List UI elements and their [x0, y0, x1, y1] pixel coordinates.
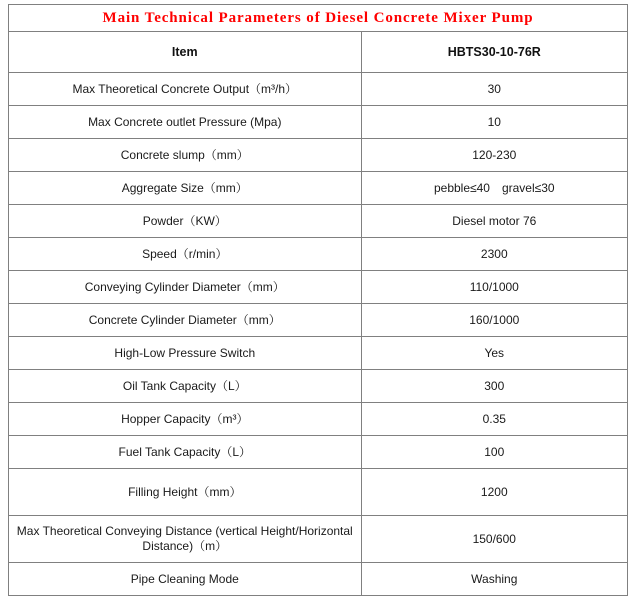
row-item-cell — [9, 304, 362, 337]
row-item-label: Concrete Cylinder Diameter（mm） — [88, 312, 281, 327]
column-header-model — [361, 32, 627, 73]
row-value-cell — [361, 172, 627, 205]
column-header-item — [9, 32, 362, 73]
table-header-row — [9, 32, 628, 73]
row-value-cell — [361, 238, 627, 271]
row-item-label: Oil Tank Capacity（L） — [122, 378, 247, 393]
row-value-label: 110/1000 — [469, 279, 519, 294]
row-item-cell — [9, 139, 362, 172]
row-item-label: Fuel Tank Capacity（L） — [118, 444, 252, 459]
table-row — [9, 370, 628, 403]
row-item-cell — [9, 403, 362, 436]
row-item-label: Max Concrete outlet Pressure (Mpa) — [88, 114, 282, 129]
row-item-cell — [9, 205, 362, 238]
row-item-label: Aggregate Size（mm） — [121, 180, 248, 195]
spec-sheet — [0, 4, 636, 596]
row-item-label: High-Low Pressure Switch — [114, 345, 256, 360]
row-value-label: 150/600 — [472, 531, 516, 546]
table-row — [9, 516, 628, 563]
row-item-cell — [9, 172, 362, 205]
table-row — [9, 73, 628, 106]
table-row — [9, 172, 628, 205]
column-header-model-label: HBTS30-10-76R — [447, 45, 541, 59]
row-item-label: Pipe Cleaning Mode — [130, 571, 239, 586]
page-title: Main Technical Parameters of Diesel Concrete Mixer Pump — [102, 10, 534, 26]
technical-parameters-table — [8, 4, 628, 596]
row-value-cell — [361, 106, 627, 139]
row-value-label: 1200 — [480, 484, 508, 499]
row-value-label: 160/1000 — [469, 312, 520, 327]
row-item-cell — [9, 271, 362, 304]
row-item-label: Max Theoretical Concrete Output（m³/h） — [72, 81, 298, 96]
row-item-label: Concrete slump（mm） — [120, 147, 249, 162]
row-item-cell — [9, 563, 362, 596]
row-value-cell — [361, 73, 627, 106]
table-row — [9, 403, 628, 436]
row-value-label: 100 — [484, 444, 505, 459]
row-item-cell — [9, 106, 362, 139]
row-item-label: Filling Height（mm） — [128, 484, 242, 499]
row-value-label: 0.35 — [482, 411, 506, 426]
row-value-cell — [361, 403, 627, 436]
row-value-cell — [361, 563, 627, 596]
row-value-cell — [361, 139, 627, 172]
table-row — [9, 238, 628, 271]
table-body — [9, 5, 628, 596]
row-value-label: 300 — [484, 378, 505, 393]
row-value-cell — [361, 436, 627, 469]
table-row — [9, 436, 628, 469]
table-row — [9, 106, 628, 139]
row-value-cell — [361, 304, 627, 337]
row-value-label: 30 — [487, 81, 501, 96]
row-item-cell — [9, 238, 362, 271]
row-value-cell — [361, 271, 627, 304]
row-value-label: 10 — [487, 114, 501, 129]
table-row — [9, 337, 628, 370]
row-value-cell — [361, 516, 627, 563]
table-row — [9, 304, 628, 337]
table-row — [9, 139, 628, 172]
row-item-cell — [9, 469, 362, 516]
row-value-label: Washing — [471, 571, 518, 586]
table-row — [9, 271, 628, 304]
row-value-label: 2300 — [480, 246, 508, 261]
row-item-cell — [9, 73, 362, 106]
row-item-cell — [9, 337, 362, 370]
row-value-cell — [361, 337, 627, 370]
table-row — [9, 563, 628, 596]
row-item-label: Conveying Cylinder Diameter（mm） — [84, 279, 285, 294]
row-value-cell — [361, 370, 627, 403]
table-title-row — [9, 5, 628, 32]
row-item-label: Speed（r/min） — [142, 246, 228, 261]
row-value-label: 120-230 — [472, 147, 517, 162]
column-header-item-label: Item — [171, 45, 198, 59]
row-value-label: Diesel motor 76 — [452, 213, 537, 228]
table-title-cell — [9, 5, 628, 32]
row-item-cell — [9, 370, 362, 403]
table-row — [9, 469, 628, 516]
row-item-cell — [9, 436, 362, 469]
row-value-cell — [361, 469, 627, 516]
table-row — [9, 205, 628, 238]
row-item-label: Max Theoretical Conveying Distance (vertical Height/Horizontal Distance)（m） — [16, 524, 353, 553]
row-item-label: Powder（KW） — [142, 213, 227, 228]
row-item-cell — [9, 516, 362, 563]
row-value-label: Yes — [484, 345, 505, 360]
row-value-label: pebble≤40 gravel≤30 — [433, 180, 555, 195]
row-value-cell — [361, 205, 627, 238]
row-item-label: Hopper Capacity（m³） — [121, 411, 249, 426]
